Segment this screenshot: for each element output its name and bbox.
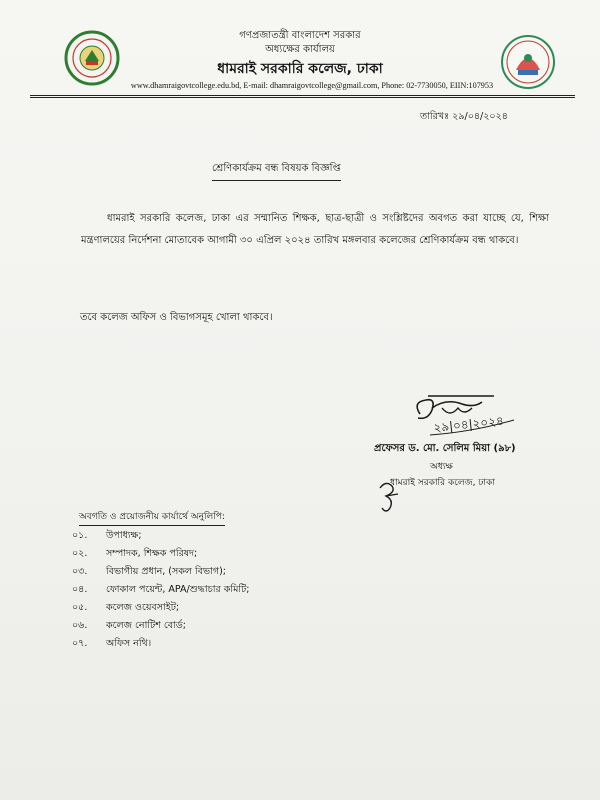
body-paragraph-2: তবে কলেজ অফিস ও বিভাগসমূহ খোলা থাকবে।	[80, 312, 273, 323]
list-item	[72, 547, 250, 565]
notice-date: তারিখঃ ২৯/০৪/২০২৪	[420, 111, 508, 122]
signatory-name: প্রফেসর ড. মো. সেলিম মিয়া (৯৮)	[374, 443, 516, 454]
list-item	[72, 583, 250, 601]
signatory-college: ধামরাই সরকারি কলেজ, ঢাকা	[390, 478, 495, 488]
item-number: ০৪.	[72, 584, 88, 595]
item-number: ০৭.	[72, 638, 88, 649]
item-number: ০৩.	[72, 566, 88, 577]
initials-mark	[372, 478, 406, 516]
government-title: গণপ্রজাতন্ত্রী বাংলাদেশ সরকার	[239, 30, 361, 41]
header-divider	[30, 95, 575, 96]
college-name: ধামরাই সরকারি কলেজ, ঢাকা	[217, 61, 383, 77]
item-text: উপাধ্যক্ষ;	[106, 530, 142, 541]
item-text: ফোকাল পয়েন্ট, APA/শুদ্ধাচার কমিটি;	[106, 584, 250, 595]
notice-subject: শ্রেণিকার্যক্রম বন্ধ বিষয়ক বিজ্ঞপ্তি	[212, 161, 341, 181]
list-item	[72, 565, 250, 583]
list-item	[72, 637, 250, 655]
item-number: ০৬.	[72, 620, 88, 631]
item-text: কলেজ ওয়েবসাইট;	[106, 602, 180, 613]
copy-to-heading: অবগতি ও প্রয়োজনীয় কার্যার্থে অনুলিপি:	[79, 509, 225, 526]
item-text: অফিস নথি।	[106, 638, 152, 649]
body-paragraph-1: ধামরাই সরকারি কলেজ, ঢাকা এর সম্মানিত শিক্ষক, ছাত্র-ছাত্রী ও সংশ্লিষ্টদের অবগত করা যাচ্ছে যে, শিক্ষা মন্ত্রণালয়ের নির্দেশনা মোতাবেক আগামী ৩০ এপ্রিল ২০২৪ তারিখ মঙ্গলবার কলেজের শ্রেণিকার্যক্রম বন্ধ থাকবে।	[81, 213, 549, 246]
item-number: ০৫.	[72, 602, 88, 613]
signatory-designation: অধ্যক্ষ	[430, 462, 453, 472]
copy-to-list	[72, 529, 250, 655]
list-item	[72, 601, 250, 619]
item-number: ০১.	[72, 530, 88, 541]
item-text: সম্পাদক, শিক্ষক পরিষদ;	[106, 548, 198, 559]
principal-signature	[402, 394, 552, 438]
item-number: ০২.	[72, 548, 88, 559]
contact-line: www.dhamraigovtcollege.edu.bd, E-mail: dhamraigovtcollege@gmail.com, Phone: 02-7730050, EIIN:107953	[130, 81, 494, 90]
list-item	[72, 529, 250, 547]
item-text: কলেজ নোটিশ বোর্ড;	[106, 620, 186, 631]
office-title: অধ্যক্ষের কার্যালয়	[265, 44, 335, 55]
list-item	[72, 619, 250, 637]
notice-body	[81, 208, 549, 252]
item-text: বিভাগীয় প্রধান, (সকল বিভাগ);	[106, 566, 226, 577]
svg-text:২৯|০৪|২০২৪: ২৯|০৪|২০২৪	[432, 413, 505, 435]
header-divider-secondary	[30, 97, 575, 98]
